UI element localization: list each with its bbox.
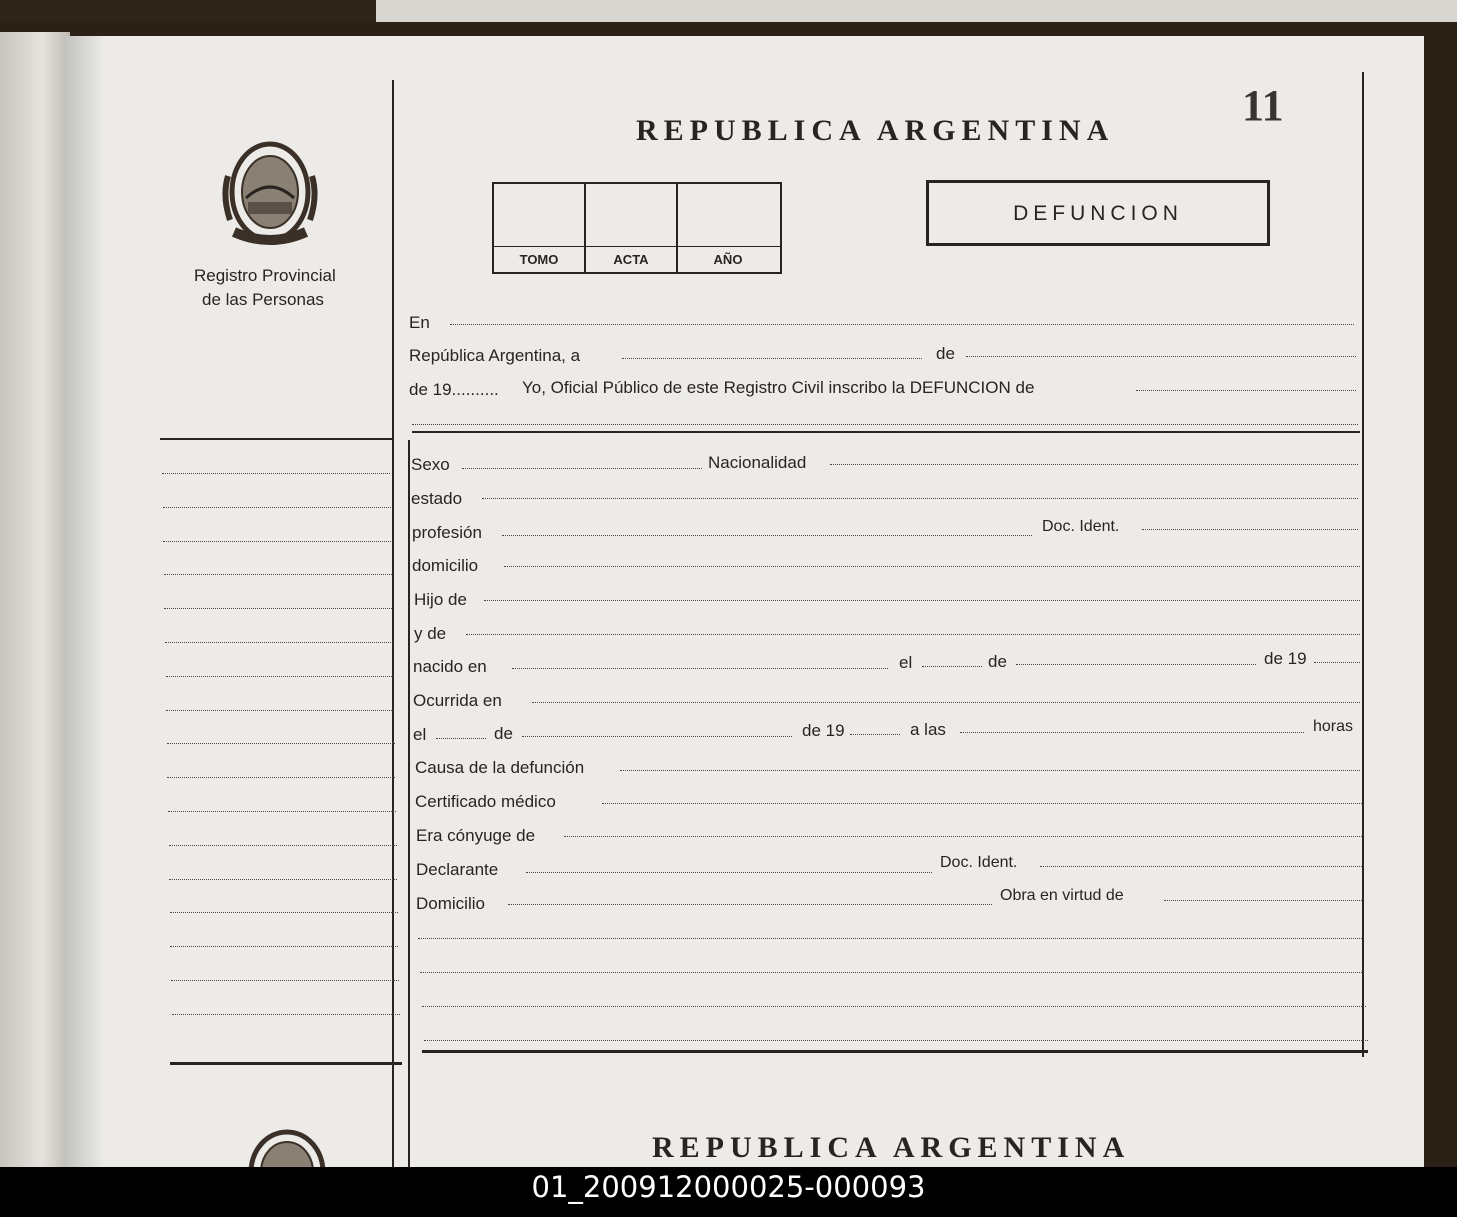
de-19-label: de 19 [1264, 649, 1307, 668]
dotted-line [922, 666, 982, 667]
reference-box [492, 182, 782, 274]
ocurrida-en-label: Ocurrida en [413, 691, 502, 710]
section-end-rule [422, 1050, 1368, 1053]
dotted-line [564, 836, 1362, 837]
sexo-label: Sexo [411, 455, 450, 474]
dotted-line [526, 872, 932, 873]
background-wall [376, 0, 1457, 22]
dotted-line [830, 464, 1358, 465]
margin-dotted-line [170, 946, 398, 947]
left-page-edge [0, 32, 70, 1167]
right-border-line [1362, 72, 1364, 1057]
provincial-seal-icon [242, 1128, 332, 1167]
el-label: el [899, 653, 913, 672]
dotted-line [522, 736, 792, 737]
dotted-line [960, 732, 1304, 733]
obra-label: Obra en virtud de [1000, 887, 1124, 904]
record-type-label: DEFUNCION [1013, 202, 1183, 225]
dotted-line [508, 904, 992, 905]
next-entry-title: REPUBLICA ARGENTINA [652, 1131, 1131, 1164]
profesion-label: profesión [412, 523, 482, 542]
dotted-line [424, 1040, 1368, 1041]
margin-dotted-line [172, 1014, 400, 1015]
dotted-line [1314, 662, 1360, 663]
record-type-box [926, 180, 1270, 246]
dotted-line [462, 468, 702, 469]
dotted-line [532, 702, 1360, 703]
margin-dotted-line [169, 845, 397, 846]
certificado-label: Certificado médico [415, 792, 556, 811]
gutter-shadow [64, 36, 104, 1167]
provincial-seal-icon [220, 136, 320, 248]
dotted-line [418, 938, 1362, 939]
dotted-line [504, 566, 1360, 567]
page-number: 11 [1242, 81, 1284, 130]
dotted-line [966, 356, 1356, 357]
dotted-line [422, 1006, 1366, 1007]
causa-label: Causa de la defunción [415, 758, 585, 777]
margin-divider-line [392, 80, 394, 1167]
margin-dotted-line [163, 541, 391, 542]
el-label: el [413, 725, 427, 744]
margin-dotted-line [167, 743, 395, 744]
dotted-line [1164, 900, 1362, 901]
de-label: de [494, 724, 513, 743]
doc-ident-label: Doc. Ident. [940, 854, 1018, 871]
section-rule [412, 431, 1360, 433]
margin-end-rule [170, 1062, 402, 1065]
dotted-line [850, 734, 900, 735]
margin-dotted-line [168, 811, 396, 812]
conyuge-label: Era cónyuge de [416, 826, 536, 845]
margin-dotted-line [164, 608, 392, 609]
margin-dotted-line [170, 912, 398, 913]
dotted-line [484, 600, 1360, 601]
dotted-line [1136, 390, 1356, 391]
image-caption: 01_200912000025-000093 [531, 1170, 926, 1204]
dotted-line [466, 634, 1360, 635]
margin-rule [160, 438, 392, 440]
margin-dotted-line [166, 710, 394, 711]
registry-name-line1: Registro Provincial [194, 266, 336, 285]
dotted-line [602, 803, 1362, 804]
dotted-line [450, 324, 1354, 325]
nacido-en-label: nacido en [413, 657, 487, 676]
margin-dotted-line [171, 980, 399, 981]
declarante-label: Declarante [416, 860, 499, 879]
domicilio-label: Domicilio [416, 894, 485, 913]
book-cover-edge [0, 0, 380, 22]
ano-label: AÑO [713, 252, 743, 267]
margin-dotted-line [166, 676, 394, 677]
dotted-line [502, 535, 1032, 536]
dotted-line [1142, 529, 1358, 530]
margin-dotted-line [162, 473, 390, 474]
dotted-line [482, 498, 1358, 499]
margin-dotted-line [163, 507, 391, 508]
dotted-line [436, 738, 486, 739]
a-las-label: a las [910, 720, 946, 739]
margin-dotted-line [169, 879, 397, 880]
margin-dotted-line [164, 574, 392, 575]
dotted-line [512, 668, 888, 669]
dotted-line [1016, 664, 1256, 665]
nacionalidad-label: Nacionalidad [708, 453, 807, 472]
margin-dotted-line [167, 777, 395, 778]
dotted-line [620, 770, 1360, 771]
dotted-line [1040, 866, 1362, 867]
hijo-de-label: Hijo de [414, 590, 467, 609]
inscription-text: Yo, Oficial Público de este Registro Civil inscribo la DEFUNCION de [522, 378, 1035, 397]
margin-dotted-line [165, 642, 393, 643]
horas-label: horas [1313, 718, 1354, 735]
republica-label: República Argentina, a [409, 346, 581, 365]
dotted-line [622, 358, 922, 359]
registry-name-line2: de las Personas [202, 290, 324, 309]
de-label: de [988, 652, 1007, 671]
y-de-label: y de [414, 624, 447, 643]
en-label: En [409, 313, 430, 332]
margin-divider-line-inner [408, 440, 410, 1167]
tomo-label: TOMO [519, 252, 559, 267]
estado-label: estado [411, 489, 463, 508]
dotted-line [420, 972, 1364, 973]
dotted-line [412, 424, 1358, 425]
doc-ident-label: Doc. Ident. [1042, 518, 1120, 535]
domicilio-label: domicilio [412, 556, 479, 575]
country-title: REPUBLICA ARGENTINA [636, 114, 1115, 147]
de-19-label: de 19 [802, 721, 845, 740]
de-label: de [936, 344, 955, 363]
acta-label: ACTA [613, 252, 649, 267]
de19-label: de 19.......... [409, 380, 499, 399]
